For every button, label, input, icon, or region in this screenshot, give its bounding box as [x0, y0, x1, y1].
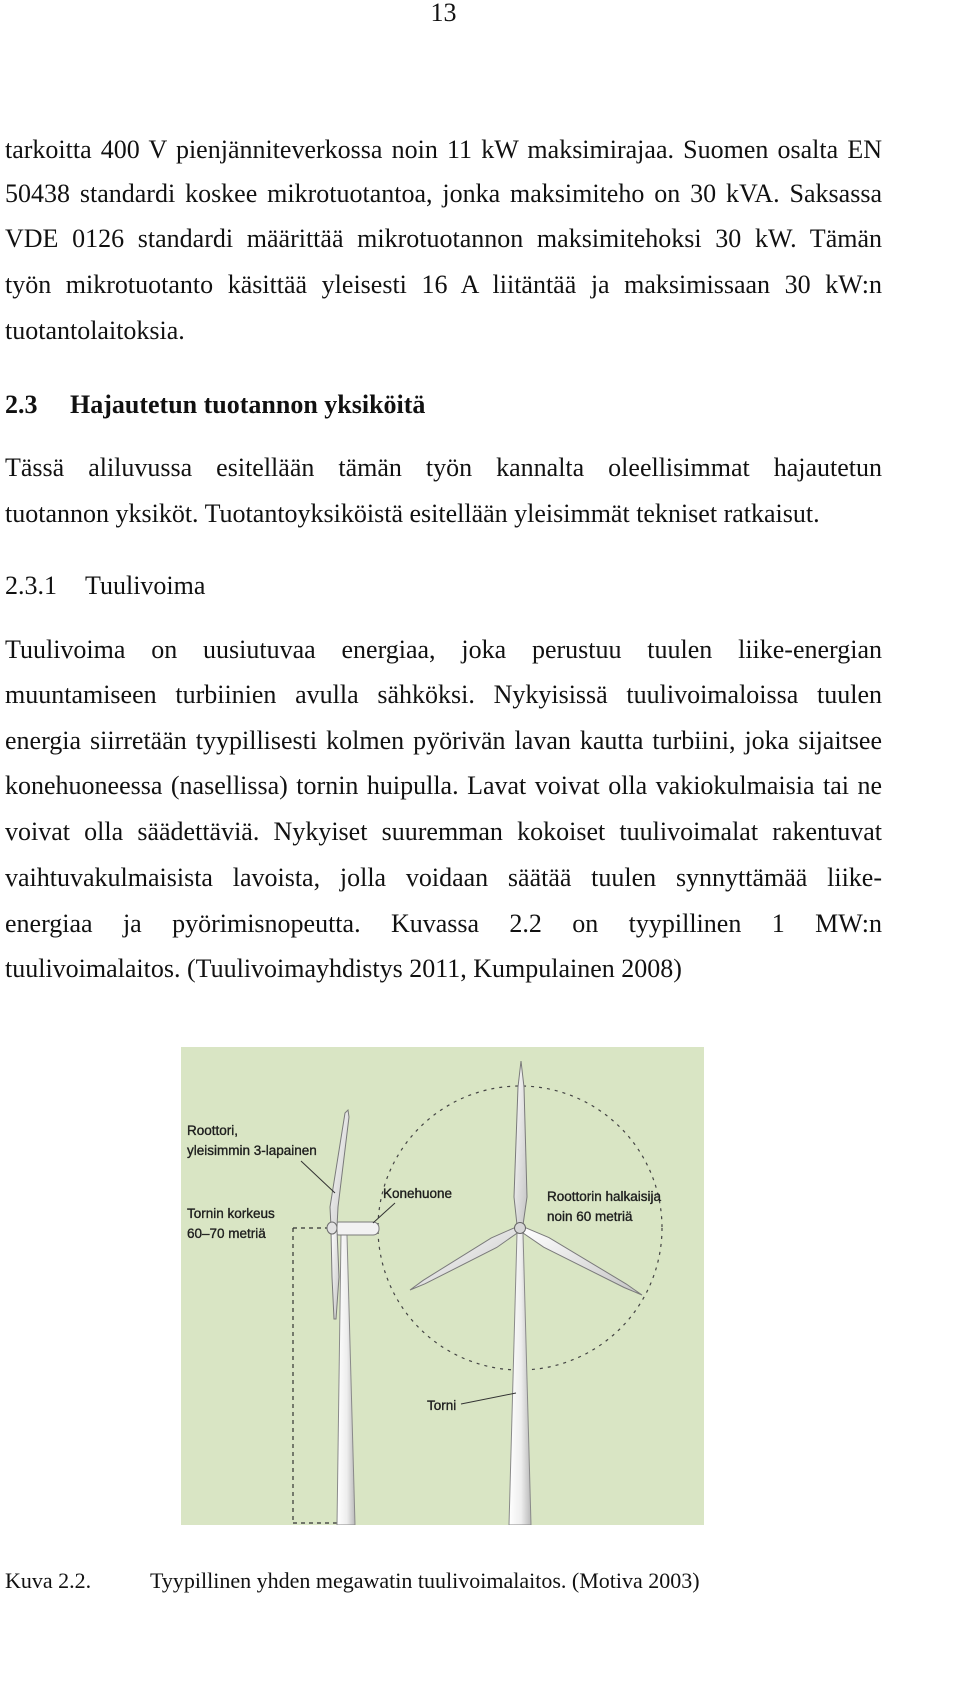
label-rotor-diameter-line1: Roottorin halkaisija — [547, 1189, 662, 1204]
paragraph-line: Tuulivoima on uusiutuvaa energiaa, joka perustuu tuulen liike-energian — [5, 635, 882, 664]
section-heading — [5, 390, 882, 420]
label-tower: Torni — [427, 1398, 457, 1413]
subsection-title: Tuulivoima — [85, 571, 206, 600]
front-turbine-hub — [515, 1223, 526, 1234]
paragraph-line: työn mikrotuotanto käsittää yleisesti 16 A liitäntää ja maksimissaan 30 kW:n — [5, 270, 882, 299]
side-turbine-nacelle — [333, 1222, 379, 1235]
paragraph-line: tuulivoimalaitos. (Tuulivoimayhdistys 2011, Kumpulainen 2008) — [5, 954, 682, 983]
page-number: 13 — [430, 0, 457, 27]
paragraph-line: tuotannon yksiköt. Tuotantoyksiköistä esitellään yleisimmät tekniset ratkaisut. — [5, 499, 820, 528]
label-nacelle: Konehuone — [383, 1186, 453, 1201]
paragraph-line: VDE 0126 standardi määrittää mikrotuotannon maksimitehoksi 30 kW. Tämän — [5, 224, 882, 253]
label-tower-height-line1: Tornin korkeus — [187, 1206, 275, 1221]
paragraph-line: energia siirretään tyypillisesti kolmen pyörivän lavan kautta turbiini, joka sijaitsee — [5, 726, 882, 755]
paragraph-line: konehuoneessa (nasellissa) tornin huipulla. Lavat voivat olla vakiokulmaisia tai ne — [5, 771, 882, 800]
figure-caption — [5, 1567, 882, 1595]
paragraph-line: vaihtuvakulmaisista lavoista, jolla voidaan säätää tuulen synnyttämää liike- — [5, 863, 882, 892]
subsection-heading — [5, 571, 882, 601]
paragraph-line: tuotantolaitoksia. — [5, 316, 185, 345]
paragraph-line: energiaa ja pyörimisnopeutta. Kuvassa 2.2 on tyypillinen 1 MW:n — [5, 909, 882, 938]
paragraph-line: 50438 standardi koskee mikrotuotantoa, jonka maksimiteho on 30 kVA. Saksassa — [5, 179, 882, 208]
label-tower-height-line2: 60–70 metriä — [187, 1226, 266, 1241]
caption-text: Tyypillinen yhden megawatin tuulivoimalaitos. (Motiva 2003) — [150, 1568, 700, 1593]
paragraph-line: tarkoitta 400 V pienjänniteverkossa noin 11 kW maksimirajaa. Suomen osalta EN — [5, 135, 882, 164]
side-turbine-hub — [327, 1222, 337, 1234]
paragraph-line: Tässä aliluvussa esitellään tämän työn kannalta oleellisimmat hajautetun — [5, 453, 882, 482]
section-title: Hajautetun tuotannon yksiköitä — [70, 390, 426, 419]
caption-number: Kuva 2.2. — [5, 1568, 92, 1593]
subsection-number: 2.3.1 — [5, 571, 57, 600]
label-rotor-line1: Roottori, — [187, 1123, 239, 1138]
paragraph-line: voivat olla säädettäviä. Nykyiset suuremman kokoiset tuulivoimalat rakentuvat — [5, 817, 882, 846]
paragraph-line: muuntamiseen turbiinien avulla sähköksi. Nykyisissä tuulivoimaloissa tuulen — [5, 680, 882, 709]
label-rotor-diameter-line2: noin 60 metriä — [547, 1209, 633, 1224]
label-rotor-line2: yleisimmin 3-lapainen — [187, 1143, 317, 1158]
wind-turbine-figure — [181, 1047, 704, 1525]
section-number: 2.3 — [5, 390, 38, 419]
